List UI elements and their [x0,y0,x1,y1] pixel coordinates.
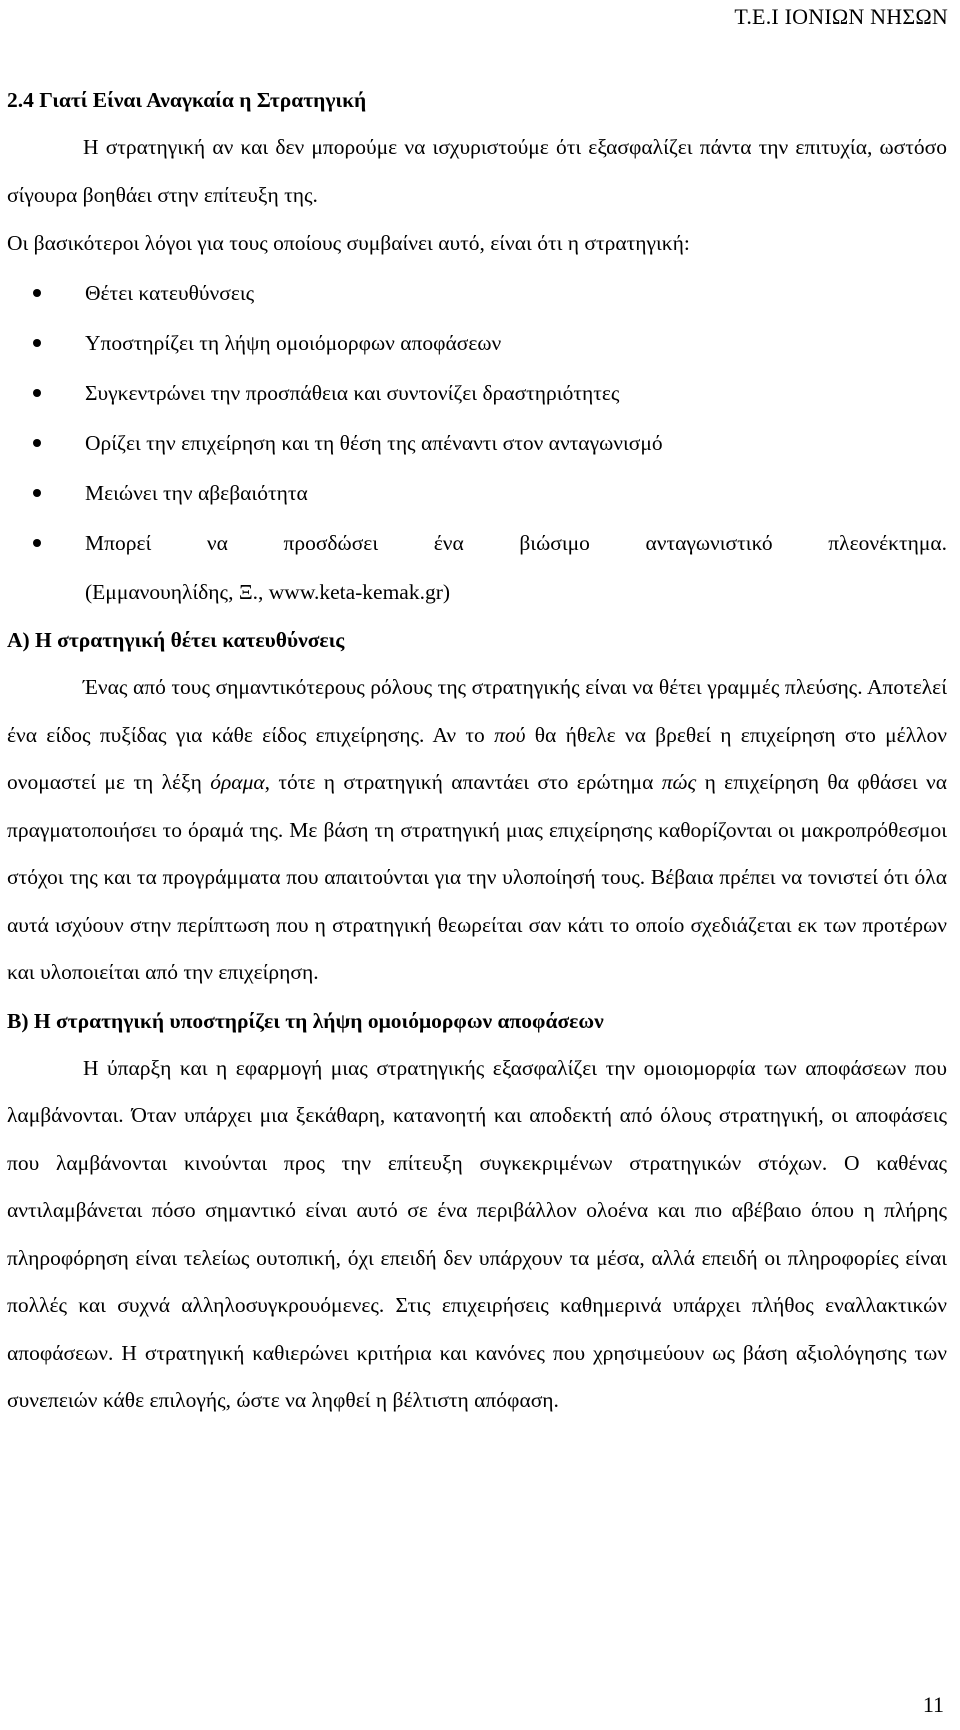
running-header: Τ.Ε.Ι ΙΟΝΙΩΝ ΝΗΣΩΝ [734,4,948,29]
section-lead: Οι βασικότεροι λόγοι για τους οποίους συμβαίνει αυτό, είναι ότι η στρατηγική: [7,231,690,255]
subsection-a-paragraph: Ένας από τους σημαντικότερους ρόλους της στρατηγικής είναι να θέτει γραμμές πλεύσης. Αποτελεί ένα είδος πυξίδας για κάθε είδος επιχείρησης. Αν το πού θα ήθελε να βρεθεί η επιχείρηση στο μέλλον ονομαστεί με τη λέξη όραμα, τότε η στρατηγική απαντάει στο ερώτημα πώς η επιχείρηση θα φθάσει να πραγματοποιήσει το όραμά της. Με βάση τη στρατηγική μιας επιχείρησης καθορίζονται οι μακροπρόθεσμοι στόχοι της και τα προγράμματα που απαιτούνται για την υλοποίησή τους. Βέβαια πρέπει να τονιστεί ότι όλα αυτά ισχύουν στην περίπτωση που η στρατηγική θεωρείται σαν κάτι το οποίο σχεδιάζεται εκ των προτέρων και υλοποιείται από την επιχείρηση. [7,675,947,984]
bullet-icon [33,539,41,547]
bullet-icon [33,489,41,497]
bullet-icon [33,439,41,447]
emphasis-orama: όραμα [210,770,265,794]
list-item: Ορίζει την επιχείρηση και τη θέση της απέναντι στον ανταγωνισμό [7,418,947,468]
bullet-icon [33,389,41,397]
emphasis-pou: πού [494,722,526,747]
list-item: Μπορεί να προσδώσει ένα βιώσιμο ανταγωνιστικό πλεονέκτημα. [7,518,947,568]
subsection-b-title: Β) Η στρατηγική υποστηρίζει τη λήψη ομοιόμορφων αποφάσεων [7,1008,604,1033]
bullet-icon [33,339,41,347]
section-intro: Η στρατηγική αν και δεν μπορούμε να ισχυριστούμε ότι εξασφαλίζει πάντα την επιτυχία, ωστόσο σίγουρα βοηθάει στην επίτευξη της. [7,135,947,207]
subsection-a-title: Α) Η στρατηγική θέτει κατευθύνσεις [7,628,345,652]
list-item: Θέτει κατευθύνσεις [7,268,947,318]
subsection-b-paragraph: Η ύπαρξη και η εφαρμογή μιας στρατηγικής εξασφαλίζει την ομοιομορφία των αποφάσεων που λαμβάνονται. Όταν υπάρχει μια ξεκάθαρη, κατανοητή και αποδεκτή από όλους στρατηγική, οι αποφάσεις που λαμβάνονται κινούνται προς την επίτευξη συγκεκριμένων στρατηγικών στόχων. Ο καθένας αντιλαμβάνεται πόσο σημαντικό είναι αυτό σε ένα περιβάλλον ολοένα και πιο αβέβαιο όπου η πλήρης πληροφόρηση είναι τελείως ουτοπική, όχι επειδή δεν υπάρχουν τα μέσα, αλλά επειδή οι πληροφορίες είναι πολλές και συχνά αλληλοσυγκρουόμενες. Στις επιχειρήσεις καθημερινά υπάρχει πλήθος εναλλακτικών αποφάσεων. Η στρατηγική καθιερώνει κριτήρια και κανόνες που χρησιμεύουν ως βάση αξιολόγησης των συνεπειών κάθε επιλογής, ώστε να ληφθεί η βέλτιστη απόφαση. [7,1055,947,1412]
list-item: Υποστηρίζει τη λήψη ομοιόμορφων αποφάσεων [7,318,947,368]
page-number: 11 [922,1692,944,1717]
section-title: 2.4 Γιατί Είναι Αναγκαία η Στρατηγική [7,88,367,112]
bullet-icon [33,289,41,297]
emphasis-pos: πώς [661,770,697,794]
list-item: Συγκεντρώνει την προσπάθεια και συντονίζει δραστηριότητες [7,368,947,418]
document-body [7,76,947,1425]
reasons-list [7,268,947,568]
citation: (Εμμανουηλίδης, Ξ., www.keta-kemak.gr) [85,580,451,604]
list-item: Μειώνει την αβεβαιότητα [7,468,947,518]
